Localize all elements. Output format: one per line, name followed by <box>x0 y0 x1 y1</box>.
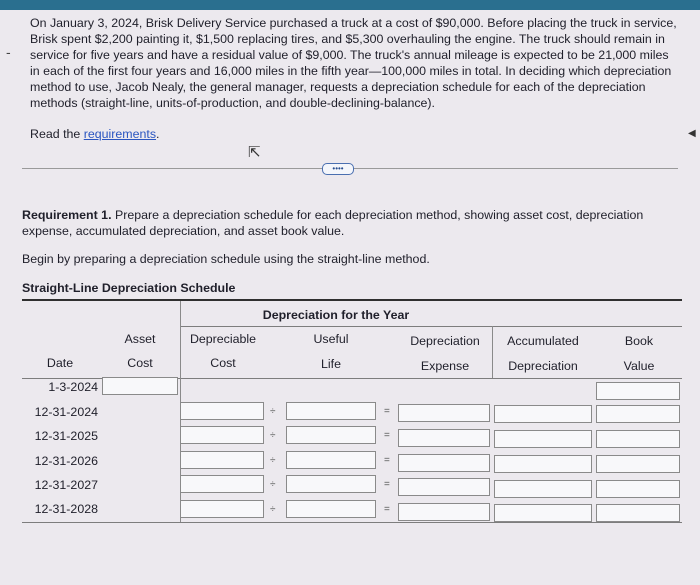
row-date: 12-31-2025 <box>34 429 98 443</box>
depreciation-expense-input[interactable] <box>398 454 490 472</box>
divide-sign: ÷ <box>270 504 276 515</box>
accumulated-depreciation-input[interactable] <box>494 430 592 448</box>
useful-life-input[interactable] <box>286 451 376 469</box>
divide-sign: ÷ <box>270 479 276 490</box>
depreciable-cost-input[interactable] <box>180 475 264 493</box>
depreciation-expense-input[interactable] <box>398 503 490 521</box>
equals-sign: = <box>384 479 390 490</box>
schedule-title: Straight-Line Depreciation Schedule <box>22 281 236 295</box>
accumulated-depreciation-input[interactable] <box>494 455 592 473</box>
requirement-1-text: Prepare a depreciation schedule for each depreciation method, showing asset cost, depreciation expense, accumulated depreciation, and asset book value. <box>22 208 644 238</box>
depreciation-expense-input[interactable] <box>398 478 490 496</box>
table-top-rule <box>22 299 682 301</box>
more-options-button[interactable]: •••• <box>322 163 354 175</box>
accumulated-depreciation-input[interactable] <box>494 504 592 522</box>
top-bar <box>0 0 700 10</box>
requirement-1-label: Requirement 1. <box>22 208 112 222</box>
header-expense-1: Depreciation <box>410 334 480 348</box>
header-book-1: Book <box>624 334 654 348</box>
book-value-input[interactable] <box>596 455 680 473</box>
header-accum-2: Depreciation <box>508 359 578 373</box>
equals-sign: = <box>384 406 390 417</box>
book-value-input[interactable] <box>596 382 680 400</box>
header-expense-2: Expense <box>420 359 470 373</box>
header-date: Date <box>46 356 74 370</box>
depreciable-cost-input[interactable] <box>180 402 264 420</box>
header-useful-2: Life <box>321 357 341 371</box>
scroll-left-icon[interactable]: ◀ <box>688 128 696 139</box>
header-depreciable-2: Cost <box>210 356 236 370</box>
table-bottom-rule <box>22 522 682 523</box>
requirement-1 <box>22 207 682 239</box>
book-value-input[interactable] <box>596 504 680 522</box>
book-value-input[interactable] <box>596 405 680 423</box>
useful-life-input[interactable] <box>286 426 376 444</box>
depreciation-expense-input[interactable] <box>398 429 490 447</box>
mouse-cursor-icon: ⇱ <box>248 144 261 161</box>
divide-sign: ÷ <box>270 455 276 466</box>
problem-statement: On January 3, 2024, Brisk Delivery Service purchased a truck at a cost of $90,000. Before placing the truck in service, Brisk spent $2,200 painting it, $1,500 replacing tires, and $5,300 overhauling the engine. The truck should remain in service for five years and have a residual value of $9,000. The truck's annual mileage is expected to be 21,000 miles in each of the first four years and 16,000 miles in the fifth year—100,000 miles in total. In deciding which depreciation method to use, Jacob Nealy, the general manager, requests a depreciation schedule for each of the depreciation methods (straight-line, units-of-production, and double-declining-balance). <box>30 16 677 110</box>
useful-life-input[interactable] <box>286 475 376 493</box>
row-date: 12-31-2027 <box>34 478 98 492</box>
equals-sign: = <box>384 430 390 441</box>
header-book-2: Value <box>623 359 655 373</box>
book-value-input[interactable] <box>596 480 680 498</box>
useful-life-input[interactable] <box>286 500 376 518</box>
depreciation-expense-input[interactable] <box>398 404 490 422</box>
read-prefix: Read the <box>30 127 84 141</box>
row-date: 12-31-2026 <box>34 454 98 468</box>
header-asset-1: Asset <box>124 332 156 346</box>
column-divider <box>492 326 493 378</box>
accumulated-depreciation-input[interactable] <box>494 480 592 498</box>
header-depreciable-1: Depreciable <box>189 332 257 346</box>
book-value-input[interactable] <box>596 430 680 448</box>
row-date: 1-3-2024 <box>48 380 98 394</box>
header-asset-2: Cost <box>127 356 153 370</box>
header-useful-1: Useful <box>313 332 349 346</box>
read-requirements <box>30 127 160 141</box>
row-date: 12-31-2028 <box>34 502 98 516</box>
group-header-rule <box>180 326 682 327</box>
requirements-link[interactable]: requirements <box>83 127 157 141</box>
depreciable-cost-input[interactable] <box>180 451 264 469</box>
useful-life-input[interactable] <box>286 402 376 420</box>
depreciable-cost-input[interactable] <box>180 426 264 444</box>
equals-sign: = <box>384 455 390 466</box>
asset-cost-input[interactable] <box>102 377 178 395</box>
collapse-handle[interactable]: - <box>6 44 11 60</box>
depreciable-cost-input[interactable] <box>180 500 264 518</box>
divide-sign: ÷ <box>270 430 276 441</box>
header-accum-1: Accumulated <box>507 334 579 348</box>
equals-sign: = <box>384 504 390 515</box>
read-suffix: . <box>156 127 160 141</box>
group-header: Depreciation for the Year <box>262 308 410 322</box>
instruction-text: Begin by preparing a depreciation schedule using the straight-line method. <box>22 252 430 266</box>
row-date: 12-31-2024 <box>34 405 98 419</box>
divide-sign: ÷ <box>270 406 276 417</box>
accumulated-depreciation-input[interactable] <box>494 405 592 423</box>
